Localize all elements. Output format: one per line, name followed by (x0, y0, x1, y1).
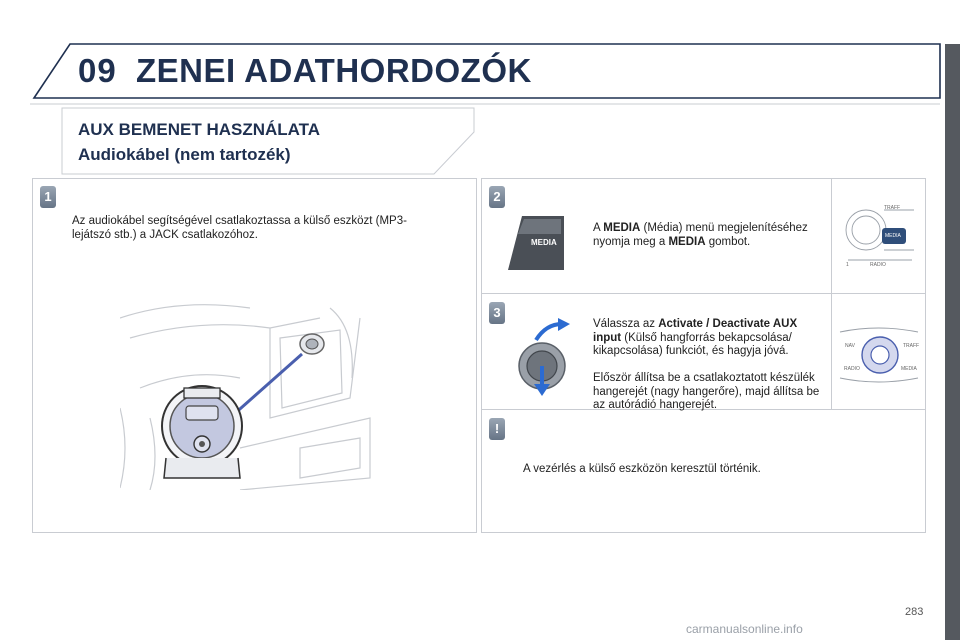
side-bar (945, 44, 960, 640)
step2-text: A MEDIA (Média) menü megjelenítéséhez nyomja meg a MEDIA gombot. (593, 222, 808, 248)
page-number: 283 (905, 606, 924, 618)
step3-text-b: Először állítsa be a csatlakoztatott készülék hangerejét (nagy hangerőre), majd állítsa be az autórádió hangerejét. (593, 372, 820, 411)
step1-badge: 1 (40, 186, 56, 208)
chapter-number: 09 (78, 52, 117, 89)
panel-label: 1 (846, 262, 849, 268)
step2-badge: 2 (489, 186, 505, 208)
panel-label: NAV (845, 343, 855, 349)
note-text: A vezérlés a külső eszközön keresztül történik. (523, 463, 761, 475)
aux-jack-illustration (120, 298, 380, 490)
media-button-label: MEDIA (531, 238, 557, 247)
warning-icon: ! (489, 418, 505, 440)
panel-label: TRAFF (884, 205, 901, 211)
divider (481, 293, 926, 294)
section-subtitle: Audiokábel (nem tartozék) (78, 145, 291, 164)
panel-label: RADIO (870, 262, 886, 268)
panel-label: MEDIA (901, 366, 917, 372)
rotary-knob-icon (516, 318, 576, 398)
chapter-title: ZENEI ADATHORDOZÓK (136, 52, 532, 89)
step3-text-a: Válassza az Activate / Deactivate AUX input (Külső hangforrás bekapcsolása/ kikapcsolása) funkciót, és hagyja jóvá. (593, 318, 798, 357)
step1-text: Az audiokábel segítségével csatlakoztassa a külső eszközt (MP3-lejátszó stb.) a JACK csatlakozóhoz. (72, 215, 407, 241)
step3-badge: 3 (489, 302, 505, 324)
panel-label: MEDIA (885, 233, 901, 239)
panel-label: TRAFF (903, 343, 920, 349)
navigation-panel-icon (838, 326, 922, 384)
panel-label: RADIO (844, 366, 860, 372)
watermark: carmanualsonline.info (686, 622, 803, 636)
divider (831, 178, 832, 409)
section-title: AUX BEMENET HASZNÁLATA (78, 120, 321, 139)
